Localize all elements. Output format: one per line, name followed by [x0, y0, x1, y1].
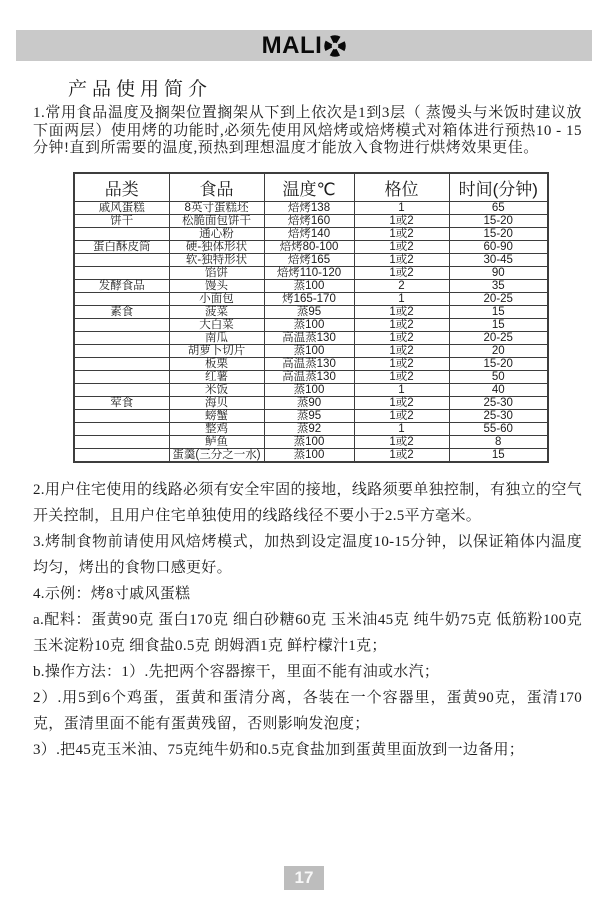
table-row — [74, 422, 548, 435]
cooking-guide-table — [73, 172, 549, 463]
table-cell: 1或2 — [354, 448, 449, 462]
food-table-body — [74, 201, 548, 462]
recipe-method-step3: 3）.把45克玉米油、75克纯牛奶和0.5克食盐加到蛋黄里面放到一边备用； — [33, 741, 525, 758]
brand-bar — [16, 30, 592, 61]
table-row — [74, 409, 548, 422]
table-cell: 8英寸蛋糕坯 — [169, 201, 264, 214]
table-row — [74, 370, 548, 383]
table-cell: 焙烤140 — [264, 227, 354, 240]
table-cell: 大白菜 — [169, 318, 264, 331]
table-cell: 1或2 — [354, 435, 449, 448]
table-cell: 蒸90 — [264, 396, 354, 409]
table-cell: 65 — [449, 201, 548, 214]
table-cell: 20-25 — [449, 331, 548, 344]
table-cell — [74, 227, 169, 240]
table-row — [74, 227, 548, 240]
table-cell: 蛋白酥皮筒 — [74, 240, 169, 253]
table-cell: 20-25 — [449, 292, 548, 305]
table-cell: 55-60 — [449, 422, 548, 435]
table-cell: 硬-独体形状 — [169, 240, 264, 253]
table-cell: 菠菜 — [169, 305, 264, 318]
table-cell — [74, 370, 169, 383]
table-row — [74, 214, 548, 227]
table-cell: 高温蒸130 — [264, 370, 354, 383]
table-cell: 1或2 — [354, 266, 449, 279]
table-row — [74, 448, 548, 462]
intro-paragraph: 1.常用食品温度及搁架位置搁架从下到上依次是1到3层（ 蒸馒头与米饭时建议放下面两层）使用烤的功能时,必须先使用风焙烤或焙烤模式对箱体进行预热10 - 15分钟!直到所需要的温度,预热到理想温度才能放入食物进行烘烤效果更佳。 — [33, 105, 582, 156]
table-row — [74, 305, 548, 318]
table-header-cell: 时间(分钟) — [449, 173, 548, 202]
table-row — [74, 383, 548, 396]
table-cell: 蒸95 — [264, 409, 354, 422]
table-cell: 1或2 — [354, 370, 449, 383]
table-row — [74, 279, 548, 292]
segmented-ring-icon — [324, 35, 346, 57]
recipe-ingredients: a.配料：蛋黄90克 蛋白170克 细白砂糖60克 玉米油45克 纯牛奶75克 低筋粉100克 玉米淀粉10克 细食盐0.5克 朗姆酒1克 鲜柠檬汁1克； — [33, 611, 582, 654]
table-header-row — [74, 173, 548, 202]
table-cell: 焙烤80-100 — [264, 240, 354, 253]
table-cell — [74, 448, 169, 462]
table-cell: 高温蒸130 — [264, 357, 354, 370]
table-row — [74, 435, 548, 448]
table-cell: 鲈鱼 — [169, 435, 264, 448]
table-cell: 荤食 — [74, 396, 169, 409]
page-title: 产品使用简介 — [68, 79, 213, 100]
table-row — [74, 240, 548, 253]
table-cell: 15-20 — [449, 227, 548, 240]
table-cell — [74, 357, 169, 370]
table-row — [74, 357, 548, 370]
table-cell — [74, 318, 169, 331]
table-cell — [74, 292, 169, 305]
table-cell: 饼干 — [74, 214, 169, 227]
table-cell: 1或2 — [354, 409, 449, 422]
table-cell: 焙烤110-120 — [264, 266, 354, 279]
table-cell: 1或2 — [354, 227, 449, 240]
table-row — [74, 292, 548, 305]
table-cell — [74, 331, 169, 344]
brand-logo-text: MALI — [261, 31, 323, 59]
table-row — [74, 318, 548, 331]
table-cell: 高温蒸130 — [264, 331, 354, 344]
brand-logo — [261, 31, 347, 59]
table-cell: 蒸100 — [264, 435, 354, 448]
table-cell: 蛋羹(三分之一水) — [169, 448, 264, 462]
table-cell: 1 — [354, 201, 449, 214]
table-cell: 50 — [449, 370, 548, 383]
table-row — [74, 201, 548, 214]
table-cell: 1 — [354, 292, 449, 305]
table-cell — [74, 253, 169, 266]
table-cell: 蒸100 — [264, 344, 354, 357]
table-cell — [74, 435, 169, 448]
table-row — [74, 331, 548, 344]
table-cell: 1或2 — [354, 357, 449, 370]
table-cell: 25-30 — [449, 396, 548, 409]
table-cell: 30-45 — [449, 253, 548, 266]
table-cell: 60-90 — [449, 240, 548, 253]
table-cell: 1或2 — [354, 344, 449, 357]
table-row — [74, 396, 548, 409]
table-cell: 松脆面包饼干 — [169, 214, 264, 227]
table-cell: 1 — [354, 422, 449, 435]
table-cell — [74, 344, 169, 357]
table-cell: 8 — [449, 435, 548, 448]
table-header-cell: 温度℃ — [264, 173, 354, 202]
table-cell: 焙烤165 — [264, 253, 354, 266]
table-cell: 软-独特形状 — [169, 253, 264, 266]
table-cell: 15 — [449, 448, 548, 462]
table-header-cell: 食品 — [169, 173, 264, 202]
table-cell: 35 — [449, 279, 548, 292]
table-cell — [74, 383, 169, 396]
table-cell: 米饭 — [169, 383, 264, 396]
table-cell: 发酵食品 — [74, 279, 169, 292]
table-cell — [74, 409, 169, 422]
table-cell: 素食 — [74, 305, 169, 318]
note-paragraph-3: 3.烤制食物前请使用风焙烤模式，加热到设定温度10-15分钟，以保证箱体内温度均匀，烤出的食物口感更好。 — [33, 533, 582, 576]
table-cell: 1或2 — [354, 318, 449, 331]
table-cell: 20 — [449, 344, 548, 357]
table-cell: 南瓜 — [169, 331, 264, 344]
table-cell: 蒸92 — [264, 422, 354, 435]
table-cell: 海贝 — [169, 396, 264, 409]
table-cell: 焙烤138 — [264, 201, 354, 214]
table-row — [74, 344, 548, 357]
table-cell: 红薯 — [169, 370, 264, 383]
table-cell: 25-30 — [449, 409, 548, 422]
table-cell: 板栗 — [169, 357, 264, 370]
page-number-badge: 17 — [284, 866, 324, 890]
recipe-method-step2: 2）.用5到6个鸡蛋，蛋黄和蛋清分离，各装在一个容器里，蛋黄90克，蛋清170克，蛋清里面不能有蛋黄残留，否则影响发泡度； — [33, 689, 582, 732]
table-cell: 蒸95 — [264, 305, 354, 318]
table-cell: 小面包 — [169, 292, 264, 305]
table-cell: 1或2 — [354, 305, 449, 318]
table-cell: 1或2 — [354, 396, 449, 409]
table-cell: 整鸡 — [169, 422, 264, 435]
table-cell: 2 — [354, 279, 449, 292]
table-cell: 1或2 — [354, 240, 449, 253]
table-cell: 15-20 — [449, 214, 548, 227]
table-cell: 通心粉 — [169, 227, 264, 240]
table-cell: 蒸100 — [264, 383, 354, 396]
table-header-cell: 品类 — [74, 173, 169, 202]
table-cell: 1 — [354, 383, 449, 396]
table-cell: 1或2 — [354, 331, 449, 344]
table-cell: 烤165-170 — [264, 292, 354, 305]
table-row — [74, 266, 548, 279]
table-cell: 40 — [449, 383, 548, 396]
table-cell: 15-20 — [449, 357, 548, 370]
table-cell: 蒸100 — [264, 318, 354, 331]
table-cell: 戚风蛋糕 — [74, 201, 169, 214]
table-cell: 馅饼 — [169, 266, 264, 279]
table-cell: 15 — [449, 305, 548, 318]
note-paragraph-2: 2.用户住宅使用的线路必须有安全牢固的接地，线路须要单独控制，有独立的空气开关控制，且用户住宅单独使用的线路线径不要小于2.5平方毫米。 — [33, 481, 582, 524]
table-cell: 螃蟹 — [169, 409, 264, 422]
recipe-method-step1: b.操作方法：1）.先把两个容器擦干，里面不能有油或水汽； — [33, 663, 440, 680]
table-cell: 蒸100 — [264, 448, 354, 462]
table-cell: 馒头 — [169, 279, 264, 292]
table-cell: 胡萝卜切片 — [169, 344, 264, 357]
note-paragraph-4: 4.示例：烤8寸戚风蛋糕 — [33, 585, 191, 602]
notes-section — [33, 477, 582, 763]
table-cell: 1或2 — [354, 214, 449, 227]
table-cell: 焙烤160 — [264, 214, 354, 227]
table-row — [74, 253, 548, 266]
table-cell: 蒸100 — [264, 279, 354, 292]
table-cell — [74, 422, 169, 435]
table-cell — [74, 266, 169, 279]
table-cell: 15 — [449, 318, 548, 331]
table-cell: 1或2 — [354, 253, 449, 266]
table-cell: 90 — [449, 266, 548, 279]
table-header-cell: 格位 — [354, 173, 449, 202]
